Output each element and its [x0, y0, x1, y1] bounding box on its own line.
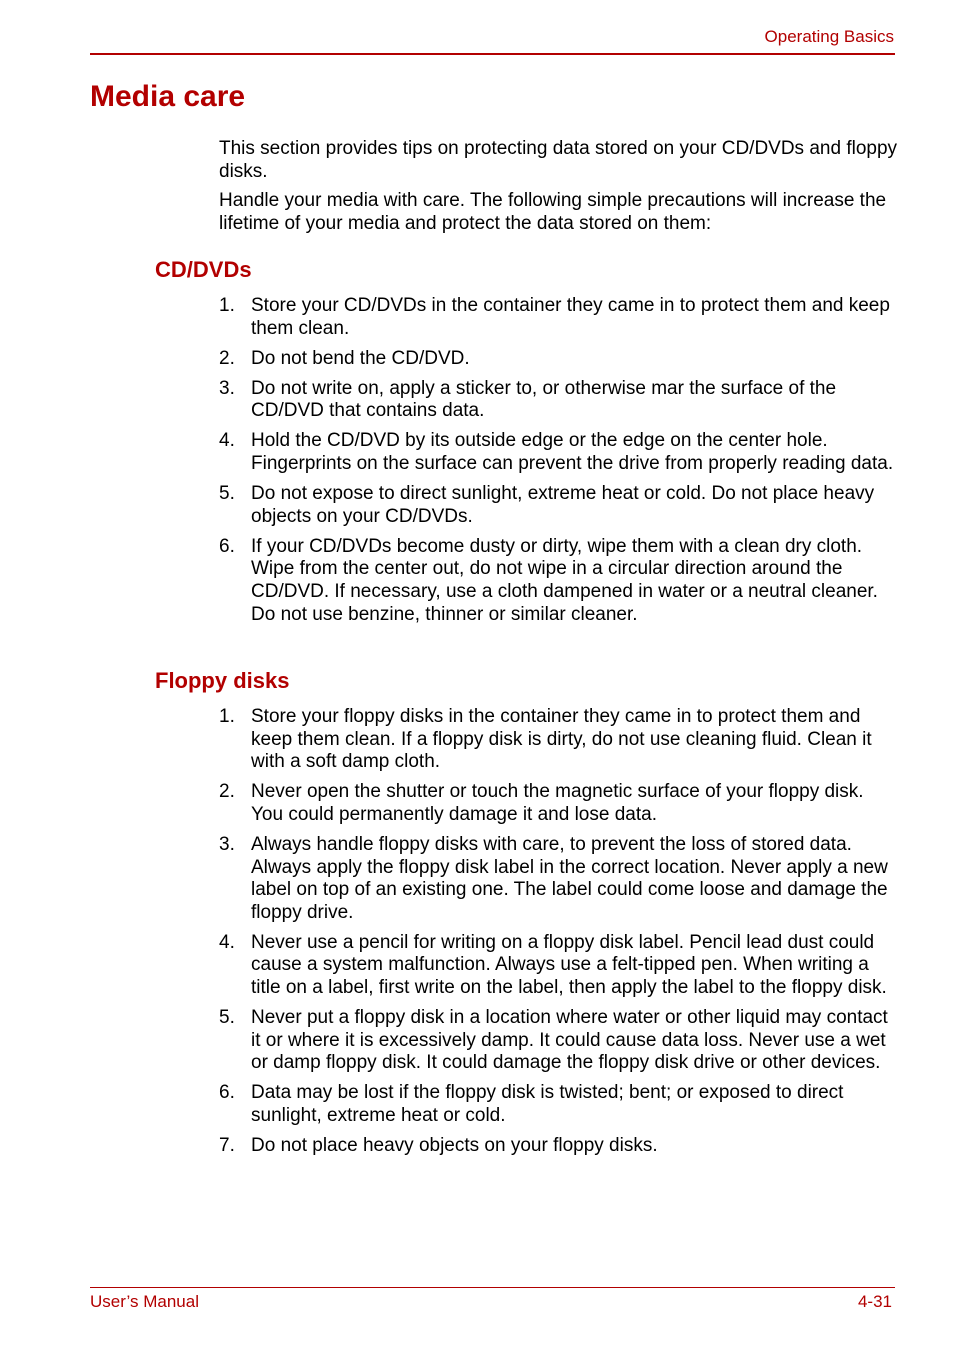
list-item-text: Never use a pencil for writing on a floppy disk label. Pencil lead dust could cause a system malfunction. Always use a felt-tipped pen. When writing a title on a label, first write on the label, then apply the label to the floppy disk.	[251, 931, 887, 999]
list-item-number: 3.	[219, 377, 235, 399]
list-item	[219, 1082, 899, 1127]
list-item-text: Do not write on, apply a sticker to, or otherwise mar the surface of the CD/DVD that contains data.	[251, 377, 837, 422]
list-item	[219, 932, 899, 1000]
intro-paragraph: Handle your media with care. The following simple precautions will increase the lifetime of your media and protect the data stored on them:	[219, 190, 887, 234]
list-item-number: 4.	[219, 931, 235, 953]
section-heading-floppy-disks: Floppy disks	[155, 668, 290, 693]
list-item-text: Store your floppy disks in the container they came in to protect them and keep them clean. If a floppy disk is dirty, do not use cleaning fluid. Clean it with a soft damp cloth.	[251, 706, 872, 773]
list-item	[219, 781, 899, 826]
list-item-number: 1.	[219, 295, 235, 316]
list-item-number: 5.	[219, 483, 235, 505]
list-item-text: Never open the shutter or touch the magnetic surface of your floppy disk. You could permanently damage it and lose data.	[251, 781, 864, 825]
list-item	[219, 536, 899, 626]
list-item-number: 4.	[219, 430, 235, 452]
list-item-text: If your CD/DVDs become dusty or dirty, wipe them with a clean dry cloth. Wipe from the center out, do not wipe in a circular direction around the CD/DVD. If necessary, use a cloth dampened in water or a neutral cleaner. Do not use benzine, thinner or similar cleaner.	[251, 535, 878, 625]
list-item-text: Always handle floppy disks with care, to prevent the loss of stored data. Always apply the floppy disk label in the correct location. Never apply a new label on top of an existing one. The label could come loose and damage the floppy drive.	[251, 833, 888, 923]
intro-paragraph: This section provides tips on protecting data stored on your CD/DVDs and floppy disks.	[219, 138, 898, 182]
list-item	[219, 348, 899, 371]
list-item-number: 3.	[219, 833, 235, 855]
list-item	[219, 483, 899, 528]
list-item-number: 6.	[219, 535, 235, 557]
page-title: Media care	[90, 80, 246, 113]
list-item-number: 5.	[219, 1007, 235, 1029]
list-item	[219, 1007, 899, 1075]
running-header: Operating Basics	[764, 27, 894, 46]
list-item-number: 7.	[219, 1135, 235, 1157]
list-item-text: Hold the CD/DVD by its outside edge or the edge on the center hole. Fingerprints on the surface can prevent the drive from properly reading data.	[251, 430, 894, 475]
list-item-text: Do not bend the CD/DVD.	[251, 347, 470, 369]
list-item-text: Do not expose to direct sunlight, extreme heat or cold. Do not place heavy objects on your CD/DVDs.	[251, 483, 875, 527]
list-item	[219, 295, 899, 340]
list-item-text: Never put a floppy disk in a location where water or other liquid may contact it or where it is excessively damp. It could cause data loss. Never use a wet or damp floppy disk. It could damage the floppy disk drive or other devices.	[251, 1007, 888, 1074]
footer-rule	[90, 1287, 895, 1288]
footer-manual-title: User’s Manual	[90, 1292, 199, 1311]
list-item-text: Do not place heavy objects on your floppy disks.	[251, 1135, 658, 1157]
list-item-number: 1.	[219, 706, 235, 727]
list-item	[219, 834, 899, 924]
list-item-number: 2.	[219, 347, 235, 369]
list-item-text: Store your CD/DVDs in the container they came in to protect them and keep them clean.	[251, 295, 890, 339]
list-item-number: 2.	[219, 781, 235, 803]
list-item	[219, 706, 899, 774]
list-item	[219, 378, 899, 423]
cd-dvd-tips-list	[219, 295, 899, 634]
floppy-disk-tips-list	[219, 706, 899, 1165]
list-item	[219, 1135, 899, 1158]
section-heading-cd-dvds: CD/DVDs	[155, 257, 252, 282]
page-number: 4-31	[857, 1292, 892, 1311]
list-item	[219, 430, 899, 475]
list-item-number: 6.	[219, 1082, 235, 1104]
list-item-text: Data may be lost if the floppy disk is twisted; bent; or exposed to direct sunlight, extreme heat or cold.	[251, 1082, 844, 1126]
header-rule	[90, 53, 895, 55]
